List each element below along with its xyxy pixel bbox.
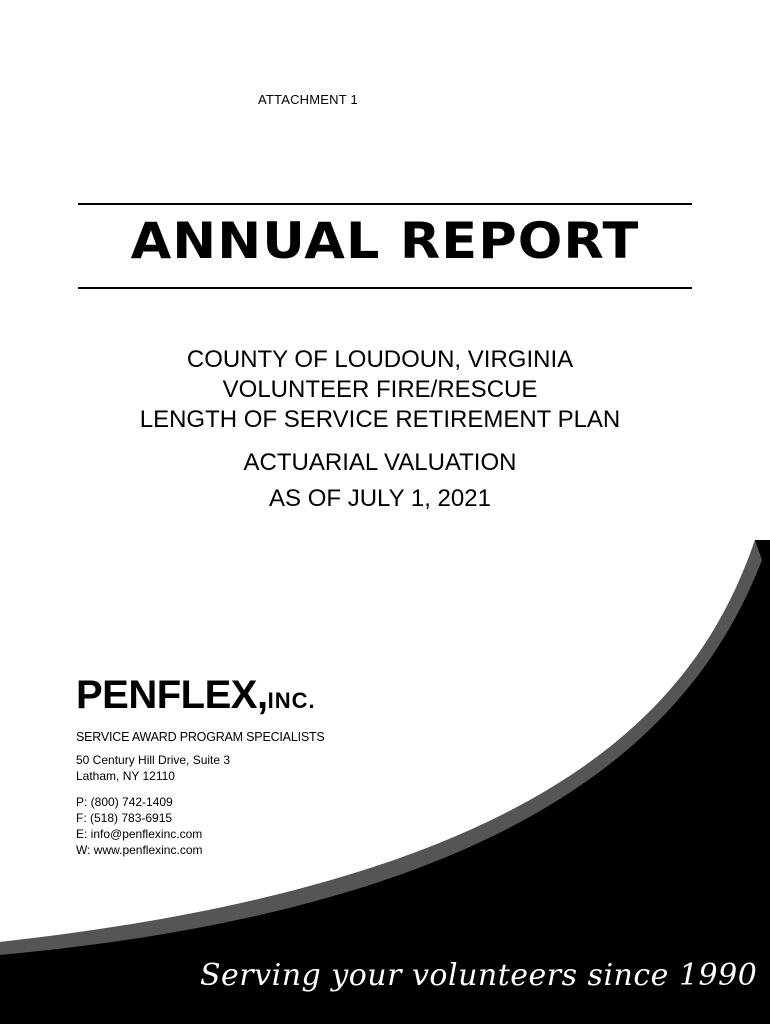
address-line-2: Latham, NY 12110 — [76, 769, 175, 783]
subtitle-volunteer: VOLUNTEER FIRE/RESCUE — [222, 376, 538, 403]
contact-web: W: www.penflexinc.com — [76, 843, 203, 857]
subtitle-county: COUNTY OF LOUDOUN, VIRGINIA — [186, 346, 574, 373]
attachment-label: ATTACHMENT 1 — [258, 92, 358, 107]
company-tagline: SERVICE AWARD PROGRAM SPECIALISTS — [76, 730, 325, 744]
contact-fax: F: (518) 783-6915 — [76, 811, 173, 825]
company-name: PENFLEX, — [76, 673, 268, 717]
company-logo — [76, 673, 316, 718]
slogan: Serving your volunteers since 1990 — [200, 958, 758, 993]
report-title: ANNUAL REPORT — [130, 212, 640, 270]
subtitle-plan: LENGTH OF SERVICE RETIREMENT PLAN — [139, 406, 621, 433]
contact-phone: P: (800) 742-1409 — [76, 795, 173, 809]
company-suffix: INC. — [267, 688, 316, 713]
subtitle-date: AS OF JULY 1, 2021 — [269, 485, 491, 512]
address-line-1: 50 Century Hill Drive, Suite 3 — [76, 753, 231, 767]
contact-email: E: info@penflexinc.com — [76, 827, 203, 841]
subtitle-valuation: ACTUARIAL VALUATION — [243, 449, 517, 476]
